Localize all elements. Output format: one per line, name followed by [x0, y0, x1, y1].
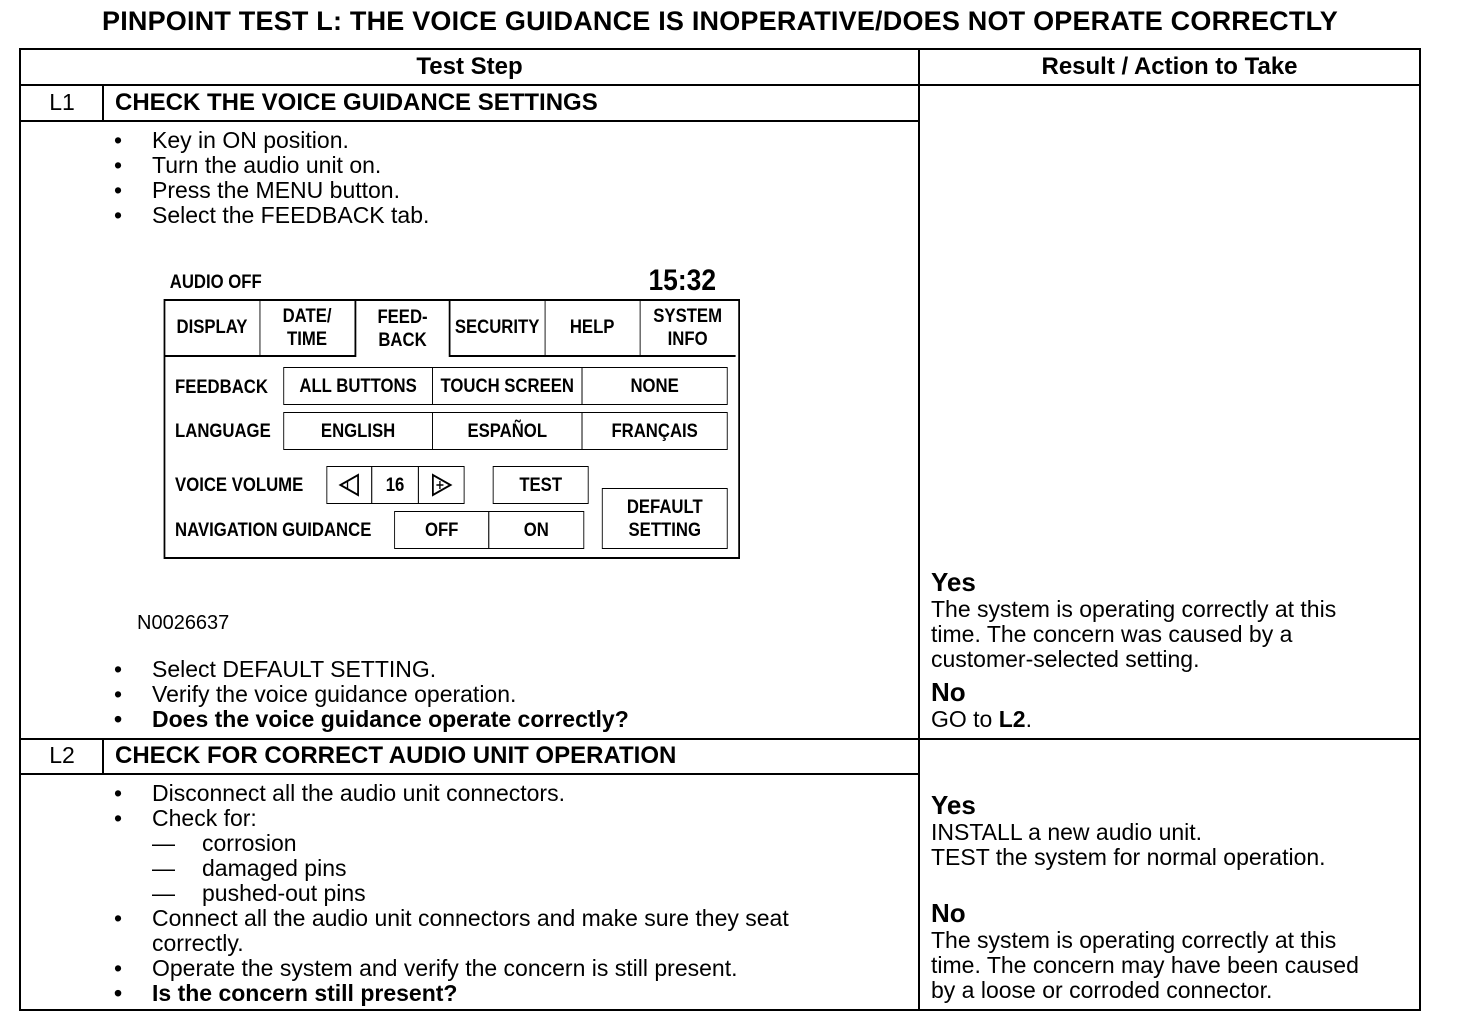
result-text: time. The concern may have been caused [931, 952, 1359, 978]
list-item: • Key in ON position. [114, 128, 429, 153]
result-text: by a loose or corroded connector. [931, 977, 1273, 1003]
header-test-step: Test Step [416, 53, 523, 80]
step-title-l1: CHECK THE VOICE GUIDANCE SETTINGS [115, 89, 598, 116]
result-text: The system is operating correctly at this [931, 927, 1337, 953]
yes-label: Yes [931, 790, 976, 820]
feedback-label: FEEDBACK [175, 377, 268, 398]
l1-bullets-before [114, 128, 429, 228]
feedback-option: ALL BUTTONS [283, 367, 433, 405]
list-item: • Turn the audio unit on. [114, 153, 429, 178]
step-title-l2: CHECK FOR CORRECT AUDIO UNIT OPERATION [115, 742, 677, 769]
feedback-option: NONE [582, 367, 728, 405]
result-text: INSTALL a new audio unit. [931, 819, 1203, 845]
result-text: The system is operating correctly at this [931, 596, 1337, 622]
tab-system-info: SYSTEM INFO [640, 300, 736, 357]
list-item: — corrosion [114, 831, 789, 856]
language-option: FRANÇAIS [582, 412, 728, 450]
nav-guidance-label: NAVIGATION GUIDANCE [175, 520, 372, 541]
list-item: • Disconnect all the audio unit connectors. [114, 781, 789, 806]
yes-label: Yes [931, 567, 976, 597]
list-item: • Select the FEEDBACK tab. [114, 203, 429, 228]
result-text: customer-selected setting. [931, 646, 1200, 672]
result-text: time. The concern was caused by a [931, 621, 1293, 647]
tab-date-time: DATE/ TIME [260, 300, 356, 357]
header-result: Result / Action to Take [1041, 53, 1298, 80]
volume-down-icon [326, 466, 372, 504]
list-item: • Check for: [114, 806, 789, 831]
step-link: L2 [998, 706, 1026, 732]
tab-feedback: FEED- BACK [355, 300, 451, 357]
l2-result [931, 791, 1359, 1003]
audio-status: AUDIO OFF [169, 272, 262, 293]
language-option: ENGLISH [283, 412, 433, 450]
l1-result [931, 568, 1336, 732]
no-label: No [931, 898, 966, 928]
result-text: GO to L2. [931, 706, 1032, 732]
clock-time: 15:32 [648, 264, 717, 297]
list-item: • Operate the system and verify the concern is still present. [114, 956, 789, 981]
tab-display: DISPLAY [164, 300, 260, 357]
volume-value: 16 [371, 466, 419, 504]
language-option: ESPAÑOL [432, 412, 582, 450]
list-item: • Connect all the audio unit connectors and make sure they seat [114, 906, 789, 931]
list-item: correctly. [152, 930, 244, 956]
l2-bullets [114, 781, 789, 1006]
step-id-l1: L1 [49, 89, 75, 115]
list-item: — pushed-out pins [114, 881, 789, 906]
result-text: TEST the system for normal operation. [931, 844, 1326, 870]
test-button: TEST [493, 466, 589, 504]
figure-id: N0026637 [137, 612, 230, 634]
screen-figure [168, 264, 740, 564]
list-item: • Press the MENU button. [114, 178, 429, 203]
default-setting-button: DEFAULT SETTING [602, 488, 728, 549]
list-item: — damaged pins [114, 856, 789, 881]
tab-security: SECURITY [450, 300, 546, 357]
tab-help: HELP [545, 300, 641, 357]
l1-bullets-after [114, 657, 629, 732]
nav-option-on: ON [488, 511, 584, 549]
language-label: LANGUAGE [175, 421, 271, 442]
nav-option-off: OFF [394, 511, 489, 549]
list-item: • Does the voice guidance operate correctly? [114, 707, 629, 732]
list-item: • Select DEFAULT SETTING. [114, 657, 629, 682]
volume-up-icon [418, 466, 465, 504]
voice-volume-label: VOICE VOLUME [175, 475, 304, 496]
list-item: • Verify the voice guidance operation. [114, 682, 629, 707]
feedback-option: TOUCH SCREEN [432, 367, 582, 405]
page-title: PINPOINT TEST L: THE VOICE GUIDANCE IS INOPERATIVE/DOES NOT OPERATE CORRECTLY [101, 6, 1339, 36]
list-item: • Is the concern still present? [114, 981, 789, 1006]
no-label: No [931, 677, 966, 707]
step-id-l2: L2 [49, 742, 75, 768]
